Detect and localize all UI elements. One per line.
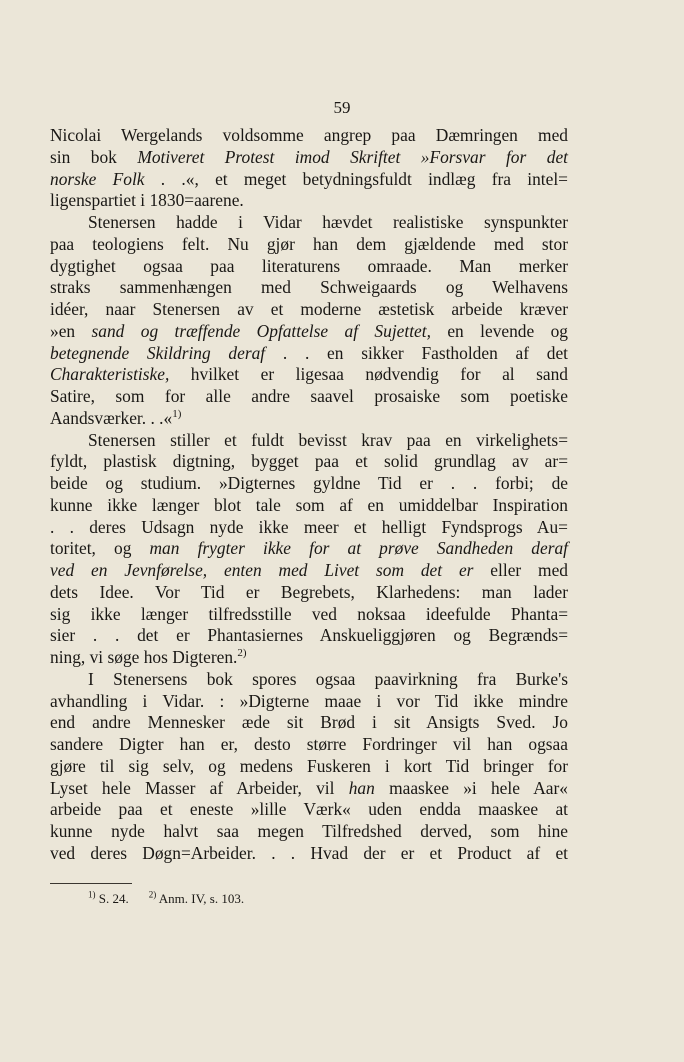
text-segment: maaskee »i hele Aar« (374, 777, 568, 798)
text-line (50, 321, 568, 343)
page-number: 59 (333, 98, 351, 117)
footnote-divider (50, 883, 132, 884)
footnote-ref: 1) (172, 407, 182, 420)
text-segment: sandere Digter han er, desto større Fordringer vil han ogsaa (50, 734, 568, 754)
text-segment: en levende og (430, 320, 568, 341)
text-line (50, 691, 568, 713)
text-line (50, 625, 568, 647)
text-line (50, 821, 568, 843)
footnote-mark: 2) (148, 889, 157, 900)
footnote (88, 891, 129, 906)
text-segment: Lyset hele Masser af Arbeider, vil (50, 777, 349, 798)
text-segment: . .«, et meget betydningsfuldt indlæg fra intel= (144, 168, 568, 189)
text-line (50, 256, 568, 278)
text-line (50, 408, 568, 430)
text-segment: eller med (473, 560, 569, 580)
text-segment: ligenspartiet i 1830=aarene. (50, 190, 244, 211)
footnote-text: Anm. IV, s. 103. (156, 891, 245, 906)
italic-text: ved en Jevnførelse, enten med Livet som det er (50, 560, 474, 580)
text-line (50, 190, 568, 212)
italic-text: man frygter ikke for at prøve Sandheden deraf (149, 538, 568, 559)
text-segment: Satire, som for alle andre saavel prosaiske som poetiske (50, 386, 568, 406)
footnote (149, 891, 244, 906)
footnote-mark: 1) (88, 889, 96, 900)
text-segment: end andre Mennesker æde sit Brød i sit Ansigts Sved. Jo (50, 712, 568, 733)
text-segment: I Stenersens bok spores ogsaa paavirkning fra Burke's (88, 668, 568, 689)
text-segment: idéer, naar Stenersen av et moderne æstetisk arbeide kræver (50, 299, 568, 319)
italic-text: betegnende Skildring deraf (50, 342, 266, 363)
text-line (50, 430, 568, 452)
text-line (50, 386, 568, 408)
text-line (50, 277, 568, 299)
text-segment: Aandsværker. . .« (50, 407, 173, 428)
text-line (50, 212, 568, 234)
text-line (50, 125, 568, 147)
text-segment: avhandling i Vidar. : »Digterne maae i vor Tid ikke mindre (50, 690, 568, 711)
text-line (50, 604, 568, 626)
text-segment: Stenersen hadde i Vidar hævdet realistiske synspunkter (88, 212, 568, 232)
text-line (50, 843, 568, 865)
text-line (50, 669, 568, 691)
text-segment: straks sammenhængen med Schweigaards og Welhavens (50, 277, 568, 298)
footnotes (88, 890, 244, 908)
text-line (50, 647, 568, 669)
text-line (50, 364, 568, 386)
body-text (50, 125, 568, 865)
text-line (50, 778, 568, 800)
text-segment: beide og studium. »Digternes gyldne Tid er . . forbi; de (50, 473, 568, 493)
text-line (50, 734, 568, 756)
text-line (50, 343, 568, 365)
text-segment: sin bok (50, 146, 138, 167)
text-segment: toritet, og (50, 538, 150, 559)
footnote-ref: 2) (237, 647, 247, 660)
text-line (50, 712, 568, 734)
text-segment: paa teologiens felt. Nu gjør han dem gjældende med stor (50, 233, 568, 254)
text-segment: Stenersen stiller et fuldt bevisst krav paa en virkelighets= (88, 429, 568, 450)
footnote-text: S. 24. (95, 891, 129, 906)
text-segment: gjøre til sig selv, og medens Fuskeren i kort Tid bringer for (50, 755, 568, 776)
text-segment: kunne ikke længer blot tale som af en umiddelbar Inspiration (50, 494, 568, 515)
text-segment: sier . . det er Phantasiernes Anskueliggjøren og Begrænds= (50, 625, 568, 646)
italic-text: han (348, 777, 375, 798)
text-line (50, 299, 568, 321)
italic-text: sand og træffende Opfattelse af Sujettet, (91, 320, 431, 341)
text-segment: . . deres Udsagn nyde ikke meer et helligt Fyndsprogs Au= (50, 516, 568, 537)
text-line (50, 169, 568, 191)
text-segment: ved deres Døgn=Arbeider. . . Hvad der er et Product af et (50, 842, 568, 863)
italic-text: Motiveret Protest imod Skriftet »Forsvar for det (137, 146, 568, 167)
text-segment: sig ikke længer tilfredsstille ved noksaa ideefulde Phanta= (50, 603, 568, 624)
text-segment: . . en sikker Fastholden af det (265, 342, 568, 363)
text-segment: fyldt, plastisk digtning, bygget paa et solid grundlag av ar= (50, 451, 568, 472)
text-line (50, 756, 568, 778)
text-segment: »en (50, 320, 92, 341)
italic-text: Charakteristiske, (50, 364, 170, 385)
text-segment: arbeide paa et eneste »lille Værk« uden endda maaskee at (50, 799, 568, 820)
text-segment: ning, vi søge hos Digteren. (50, 647, 238, 667)
text-line (50, 538, 568, 560)
text-segment: Nicolai Wergelands voldsomme angrep paa Dæmringen med (50, 125, 568, 145)
text-line (50, 582, 568, 604)
italic-text: norske Folk (50, 168, 145, 189)
text-line (50, 147, 568, 169)
text-segment: kunne nyde halvt saa megen Tilfredshed derved, som hine (50, 821, 568, 841)
text-line (50, 495, 568, 517)
text-line (50, 234, 568, 256)
text-line (50, 799, 568, 821)
text-segment: dygtighet ogsaa paa literaturens omraade. Man merker (50, 255, 568, 276)
text-line (50, 473, 568, 495)
text-line (50, 560, 568, 582)
text-line (50, 517, 568, 539)
text-line (50, 451, 568, 473)
text-segment: dets Idee. Vor Tid er Begrebets, Klarhedens: man lader (50, 581, 568, 602)
text-segment: hvilket er ligesaa nødvendig for al sand (169, 364, 568, 385)
